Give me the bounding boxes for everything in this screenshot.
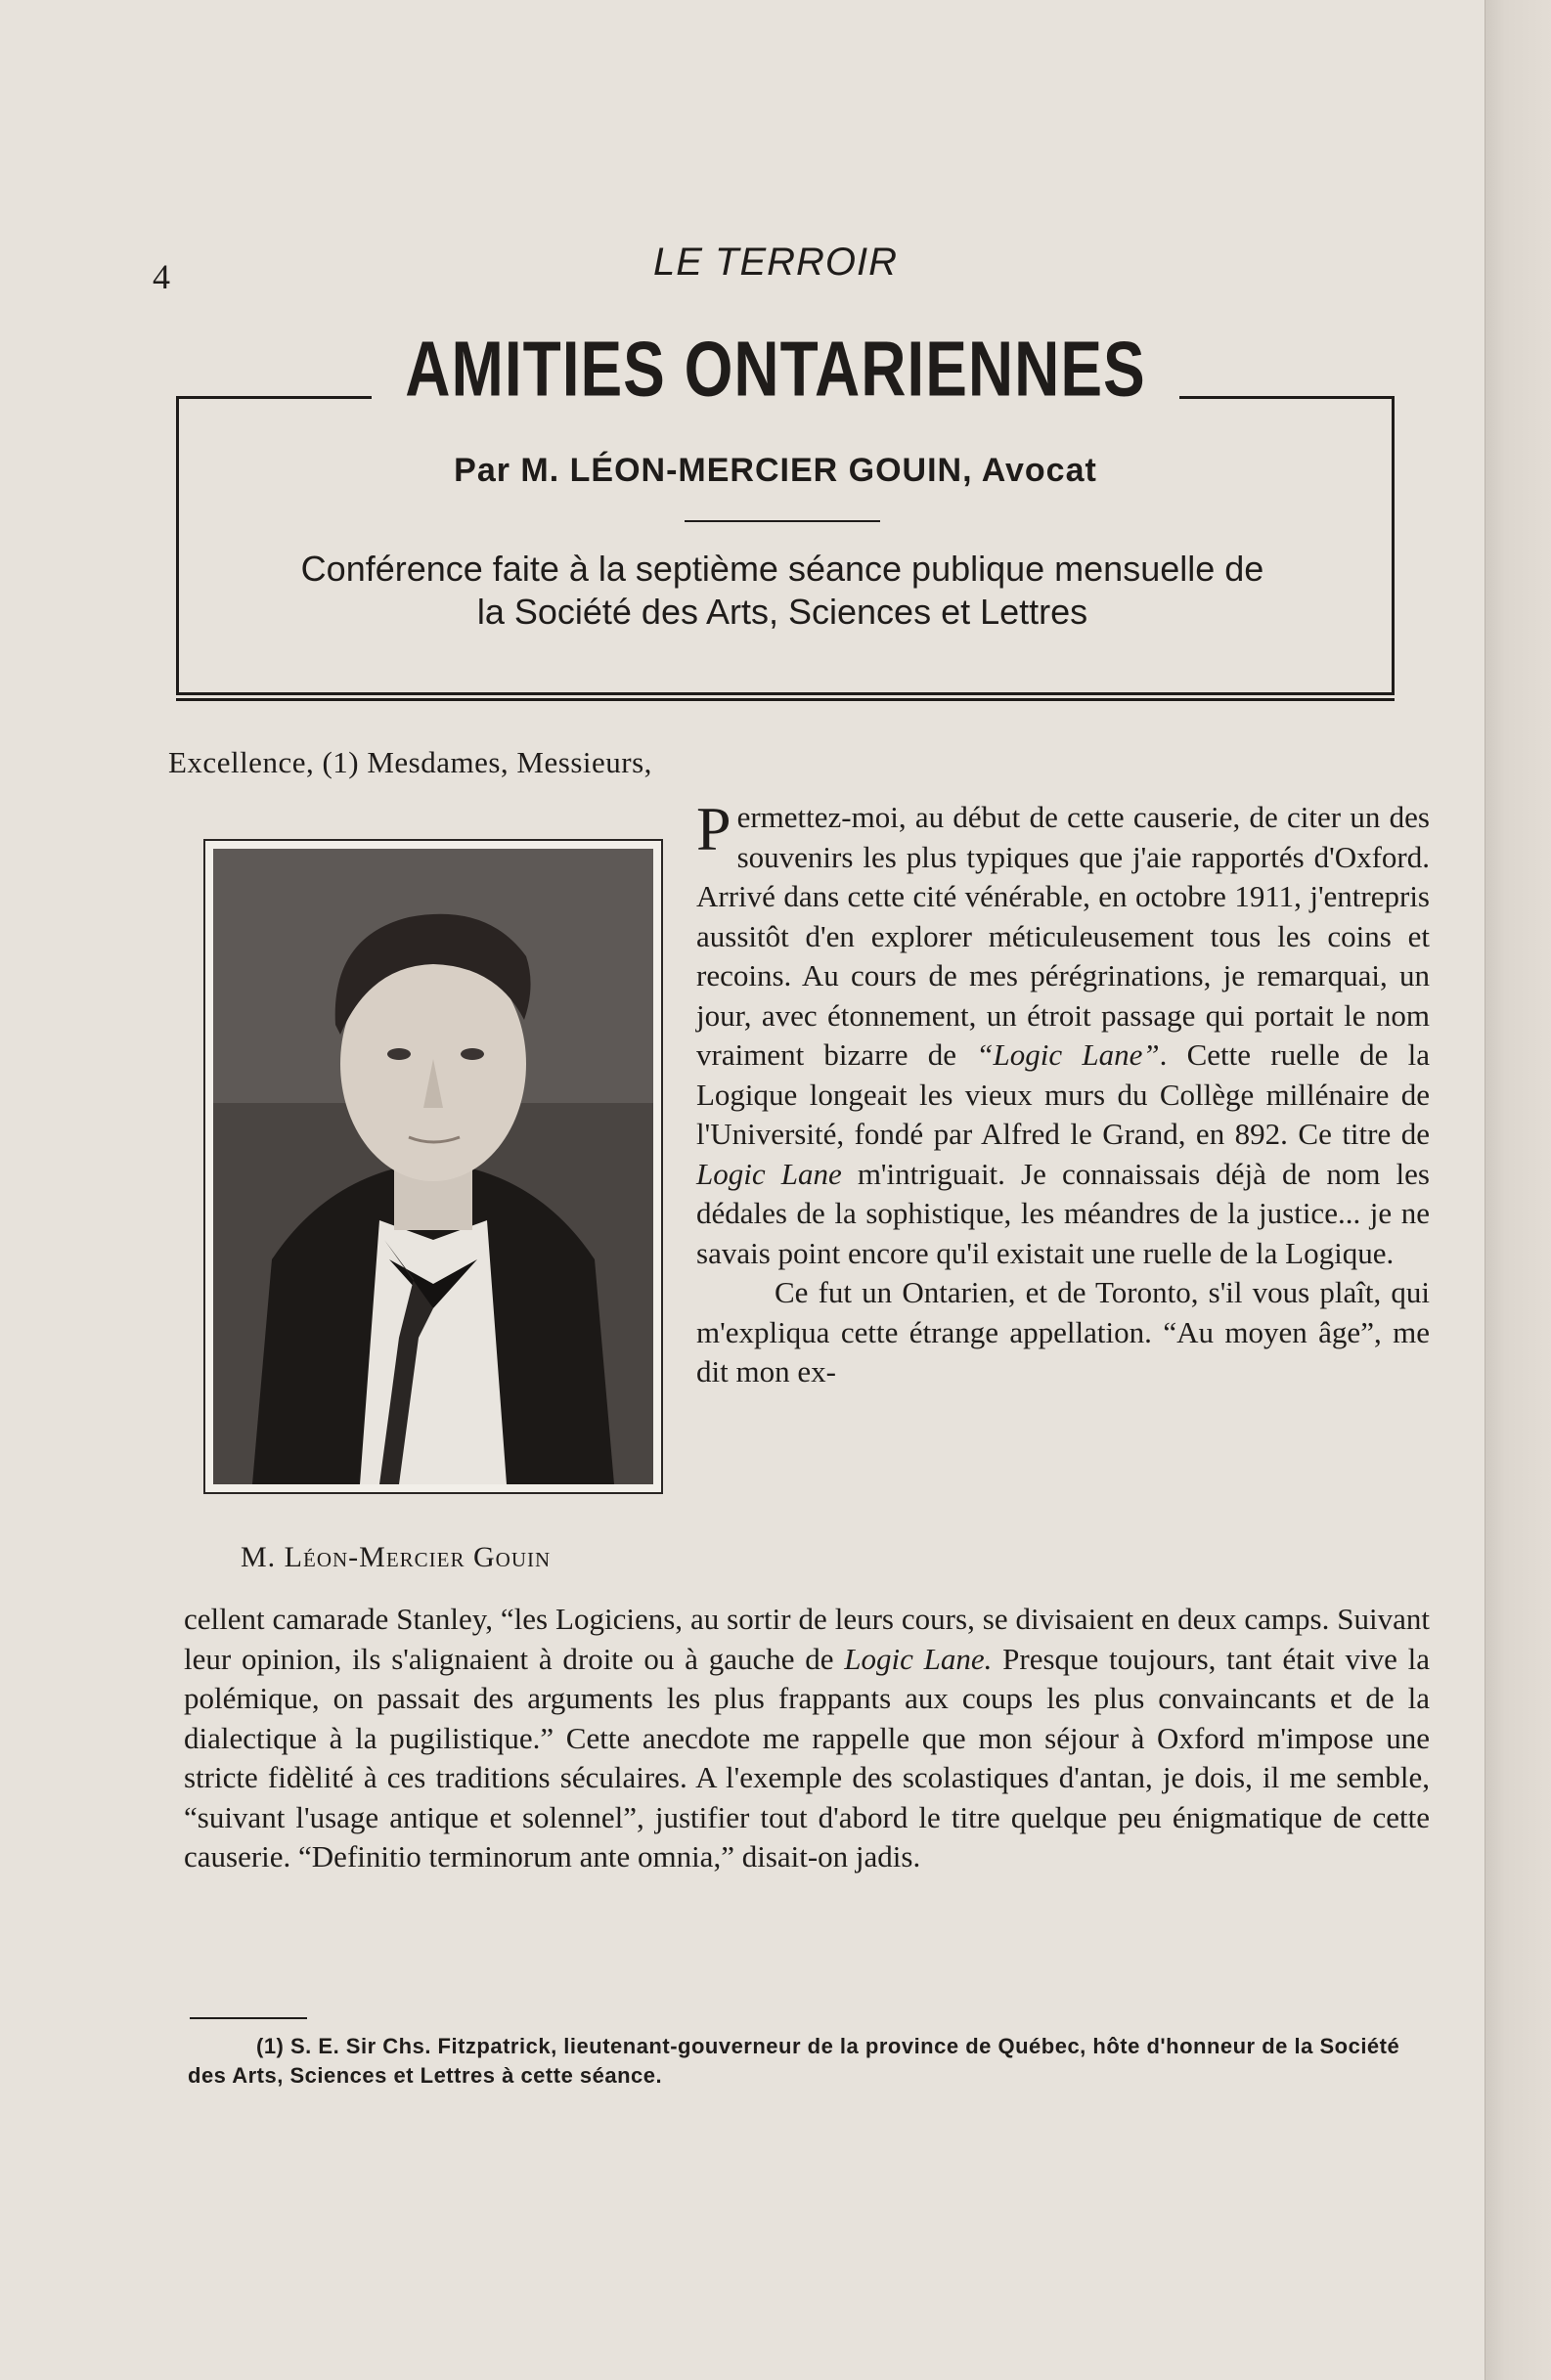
paragraph-2-text-b: Presque toujours, tant était vive la polémique, on passait des arguments les plus frappants aux coups les plus convaincants et de la dialectique à la pugilistique.” Cette anecdote me rappelle que mon séjour à Oxford m'impose une stricte fidèlité à ces traditions séculaires. A l'exemple des scolastiques d'antan, je dois, il me semble, “suivant l'usage antique et solennel”, justifier tout d'abord le titre quelque peu énigmatique de cette causerie. “Definitio terminorum ante omnia,” disait-on jadis. — [184, 1641, 1430, 1873]
paragraph-1-text-b: . Cette ruelle de la Logique longeait les vieux murs du Collège millénaire de l'Université, fondé par Alfred le Grand, en 892. Ce titre de — [696, 1037, 1430, 1151]
portrait-photo-frame — [203, 839, 663, 1494]
body-column — [696, 794, 1430, 1392]
subtitle-line-2: la Société des Arts, Sciences et Lettres — [476, 592, 1088, 632]
portrait-illustration — [213, 849, 653, 1484]
byline: Par M. LÉON-MERCIER GOUIN, Avocat — [454, 452, 1097, 489]
paragraph-2-italic-1: Logic Lane. — [844, 1641, 993, 1676]
footnote: (1) S. E. Sir Chs. Fitzpatrick, lieutenant-gouverneur de la province de Québec, hôte d'honneur de la Société des Arts, Sciences et Lettres à cette séance. — [188, 2034, 1400, 2088]
running-head: LE TERROIR — [652, 241, 899, 284]
paragraph-1-italic-1: “Logic Lane” — [976, 1037, 1160, 1072]
paragraph-1 — [696, 794, 1430, 1273]
paragraph-2-start: Ce fut un Ontarien, et de Toronto, s'il vous plaît, qui m'expliqua cette étrange appellation. “Au moyen âge”, me dit mon ex- — [696, 1275, 1430, 1388]
subtitle-line-1: Conférence faite à la septième séance publique mensuelle de — [300, 549, 1264, 589]
paragraph-1-italic-2: Logic Lane — [696, 1156, 842, 1191]
portrait-photo — [213, 849, 653, 1484]
article-title — [0, 325, 1551, 413]
footnote-rule — [190, 2017, 307, 2019]
separator-rule — [685, 520, 880, 522]
salutation: Excellence, (1) Mesdames, Messieurs, — [168, 745, 652, 779]
paragraph-2-continued — [184, 1600, 1430, 1877]
paragraph-2-text-a: cellent camarade Stanley, “les Logiciens, au sortir de leurs cours, se divisaient en deux camps. Suivant leur opinion, ils s'alignaient à droite ou à gauche de — [184, 1602, 1430, 1676]
drop-cap: P — [696, 794, 731, 863]
article-title-text: AMITIES ONTARIENNES — [372, 324, 1178, 415]
paragraph-1-text-a: ermettez-moi, au début de cette causerie, de citer un des souvenirs les plus typiques que j'aie rapportés d'Oxford. Arrivé dans cette cité vénérable, en octobre 1911, j'entrepris aussitôt d'en explorer méticuleusement tous les coins et recoins. Au cours de mes pérégrinations, je remarquai, un jour, avec étonnement, un étroit passage qui portait le nom vraiment bizarre de — [696, 800, 1430, 1072]
photo-caption: M. Léon-Mercier Gouin — [241, 1541, 552, 1573]
title-box — [176, 396, 1395, 695]
body-full-width — [184, 1600, 1430, 1877]
paragraph-1-text-c: m'intriguait. Je connaissais déjà de nom les dédales de la sophistique, les méandres de la justice... je ne savais point encore qu'il existait une ruelle de la Logique. — [696, 1156, 1430, 1270]
subtitle — [176, 548, 1389, 634]
title-box-double-rule — [176, 698, 1395, 701]
page-number: 4 — [153, 257, 170, 296]
